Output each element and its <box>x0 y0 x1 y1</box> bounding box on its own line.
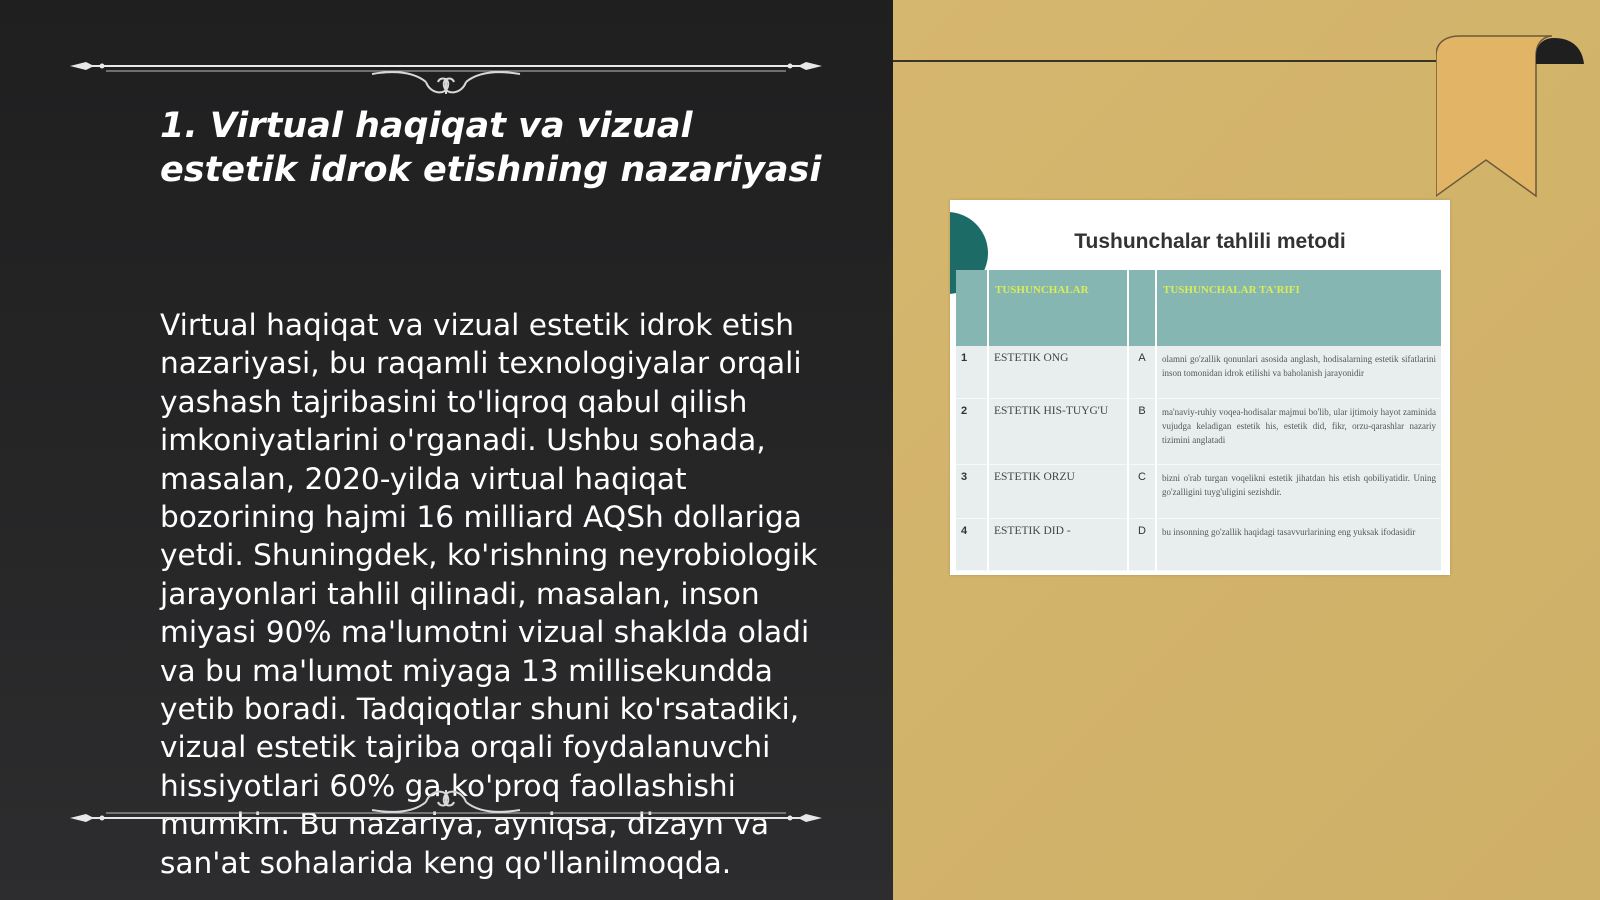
definition-letter: D <box>1128 518 1156 570</box>
bottom-ornament-divider <box>66 790 826 840</box>
top-ornament-divider <box>66 44 826 94</box>
table-header-row <box>956 270 1442 346</box>
concept-term: ESTETIK DID - <box>988 518 1128 570</box>
table-header-cell: TUSHUNCHALAR TA'RIFI <box>1156 270 1442 346</box>
definition-letter: A <box>1128 346 1156 398</box>
row-number: 2 <box>956 398 988 464</box>
table-header-cell <box>1128 270 1156 346</box>
row-number: 4 <box>956 518 988 570</box>
concept-term: ESTETIK HIS-TUYG'U <box>988 398 1128 464</box>
row-number: 1 <box>956 346 988 398</box>
concept-definition: bizni o'rab turgan voqelikni estetik jihatdan his etish qobiliyatidir. Uning go'zalligini tuyg'uligini sezishdir. <box>1156 464 1442 518</box>
bookmark-ribbon-icon <box>1436 34 1600 200</box>
embedded-slide-image <box>950 200 1450 575</box>
definition-letter: C <box>1128 464 1156 518</box>
table-header-cell <box>956 270 988 346</box>
concept-definition: ma'naviy-ruhiy voqea-hodisalar majmui bo'lib, ular ijtimoiy hayot zaminida vujudga keladigan estetik his, estetik did, fikr, orzu-qarashlar nazariy tizimini anglatadi <box>1156 398 1442 464</box>
row-number: 3 <box>956 464 988 518</box>
concept-term: ESTETIK ONG <box>988 346 1128 398</box>
table-header-cell: TUSHUNCHALAR <box>988 270 1128 346</box>
table-row <box>956 346 1442 398</box>
table-row <box>956 464 1442 518</box>
concept-definition: bu insonning go'zallik haqidagi tasavvurlarining eng yuksak ifodasidir <box>1156 518 1442 570</box>
embedded-slide-title: Tushunchalar tahlili metodi <box>1074 230 1346 253</box>
slide-body-text: Virtual haqiqat va vizual estetik idrok etish nazariyasi, bu raqamli texnologiyalar orqali yashash tajribasini to'liqroq qabul qilish imkoniyatlarini o'rganadi. Ushbu sohada, masalan, 2020-yilda virtual haqiqat bozorining hajmi 16 milliard AQSh dollariga yetdi. Shuningdek, ko'rishning neyrobiologik jarayonlari tahlil qilinadi, masalan, inson miyasi 90% ma'lumotni vizual shaklda oladi va bu ma'lumot miyaga 13 millisekundda yetib boradi. Tadqiqotlar shuni ko'rsatadiki, vizual estetik tajriba orqali foydalanuvchi hissiyotlari 60% ga ko'proq faollashishi mumkin. Bu nazariya, ayniqsa, dizayn va san'at sohalarida keng qo'llanilmoqda. <box>160 308 818 880</box>
table-row <box>956 398 1442 464</box>
concept-definition: olamni go'zallik qonunlari asosida anglash, hodisalarning estetik sifatlarini inson tomonidan idrok etilishi va baholanish jarayonidir <box>1156 346 1442 398</box>
slide-title: 1. Virtual haqiqat va vizual estetik idrok etishning nazariyasi <box>160 106 822 190</box>
table-row <box>956 518 1442 570</box>
definition-letter: B <box>1128 398 1156 464</box>
header-rule-line <box>893 60 1439 62</box>
concept-term: ESTETIK ORZU <box>988 464 1128 518</box>
concepts-table <box>956 270 1443 571</box>
